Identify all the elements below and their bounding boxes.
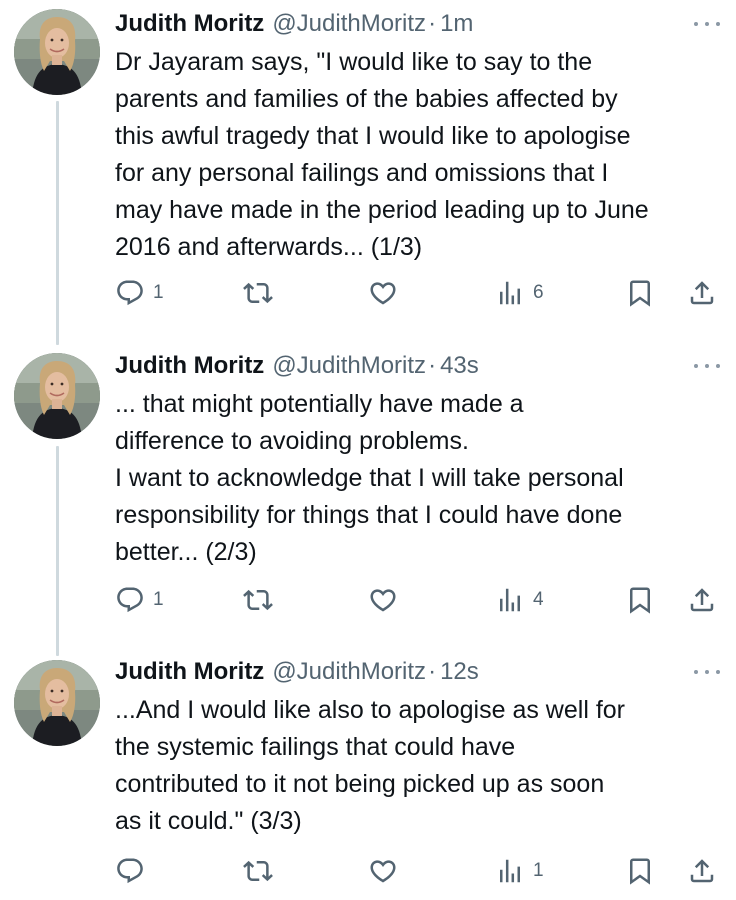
tweet-actions <box>115 582 720 618</box>
reply-count: 1 <box>153 589 164 610</box>
tweet-header <box>115 350 720 382</box>
repost-icon <box>243 585 273 615</box>
avatar-photo <box>14 660 100 746</box>
tweet-header <box>115 8 720 40</box>
reply-icon <box>115 856 145 886</box>
tweet-content <box>115 656 720 840</box>
tweet-text: ... that might potentially have made a difference to avoiding problems. I want to acknowledge that I will take personal responsibility for things that I could have done better... (2/3) <box>115 390 624 566</box>
header-separator: · <box>428 352 437 379</box>
reply-button[interactable] <box>115 275 164 311</box>
bookmark-icon <box>625 278 655 308</box>
like-button[interactable] <box>368 275 406 311</box>
bookmark-button[interactable] <box>625 853 655 889</box>
like-icon <box>368 278 398 308</box>
share-icon <box>687 856 717 886</box>
reply-button[interactable] <box>115 853 153 889</box>
bookmark-icon <box>625 856 655 886</box>
views-button[interactable] <box>495 853 544 889</box>
author-handle[interactable]: @JudithMoritz <box>272 352 427 379</box>
share-button[interactable] <box>687 582 717 618</box>
thread-connector-line <box>56 101 59 345</box>
avatar[interactable] <box>14 660 100 746</box>
repost-button[interactable] <box>243 853 281 889</box>
more-options-icon[interactable] <box>694 662 720 682</box>
share-icon <box>687 278 717 308</box>
tweet-content <box>115 8 720 266</box>
repost-button[interactable] <box>243 582 281 618</box>
more-options-icon[interactable] <box>694 356 720 376</box>
views-icon <box>495 278 525 308</box>
tweet-actions <box>115 853 720 889</box>
repost-icon <box>243 856 273 886</box>
like-button[interactable] <box>368 853 406 889</box>
share-button[interactable] <box>687 853 717 889</box>
views-button[interactable] <box>495 275 544 311</box>
views-button[interactable] <box>495 582 544 618</box>
views-icon <box>495 856 525 886</box>
reply-icon <box>115 585 145 615</box>
like-button[interactable] <box>368 582 406 618</box>
views-icon <box>495 585 525 615</box>
tweet-actions <box>115 275 720 311</box>
tweet-header <box>115 656 720 688</box>
reply-icon <box>115 278 145 308</box>
tweet-timestamp[interactable]: 43s <box>440 352 479 379</box>
thread-connector-line <box>56 446 59 656</box>
author-handle[interactable]: @JudithMoritz <box>272 10 427 37</box>
repost-icon <box>243 278 273 308</box>
author-name[interactable]: Judith Moritz <box>115 352 265 379</box>
tweet-text: Dr Jayaram says, "I would like to say to the parents and families of the babies affected by this awful tragedy that I would like to apologise for any personal failings and omissions that I may have made in the period leading up to June 2016 and afterwards... (1/3) <box>115 48 649 261</box>
repost-button[interactable] <box>243 275 281 311</box>
views-count: 6 <box>533 282 544 303</box>
more-options-icon[interactable] <box>694 14 720 34</box>
tweet-timestamp[interactable]: 12s <box>440 658 479 685</box>
views-count: 4 <box>533 589 544 610</box>
bookmark-button[interactable] <box>625 582 655 618</box>
reply-button[interactable] <box>115 582 164 618</box>
share-button[interactable] <box>687 275 717 311</box>
header-separator: · <box>428 10 437 37</box>
bookmark-icon <box>625 585 655 615</box>
tweet-timestamp[interactable]: 1m <box>440 10 474 37</box>
avatar[interactable] <box>14 353 100 439</box>
views-count: 1 <box>533 860 544 881</box>
header-separator: · <box>428 658 437 685</box>
author-name[interactable]: Judith Moritz <box>115 658 265 685</box>
share-icon <box>687 585 717 615</box>
avatar-photo <box>14 353 100 439</box>
avatar-photo <box>14 9 100 95</box>
bookmark-button[interactable] <box>625 275 655 311</box>
like-icon <box>368 856 398 886</box>
like-icon <box>368 585 398 615</box>
author-name[interactable]: Judith Moritz <box>115 10 265 37</box>
avatar[interactable] <box>14 9 100 95</box>
tweet-text: ...And I would like also to apologise as well for the systemic failings that could have contributed to it not being picked up as soon as it could." (3/3) <box>115 696 625 835</box>
author-handle[interactable]: @JudithMoritz <box>272 658 427 685</box>
tweet-content <box>115 350 720 571</box>
reply-count: 1 <box>153 282 164 303</box>
